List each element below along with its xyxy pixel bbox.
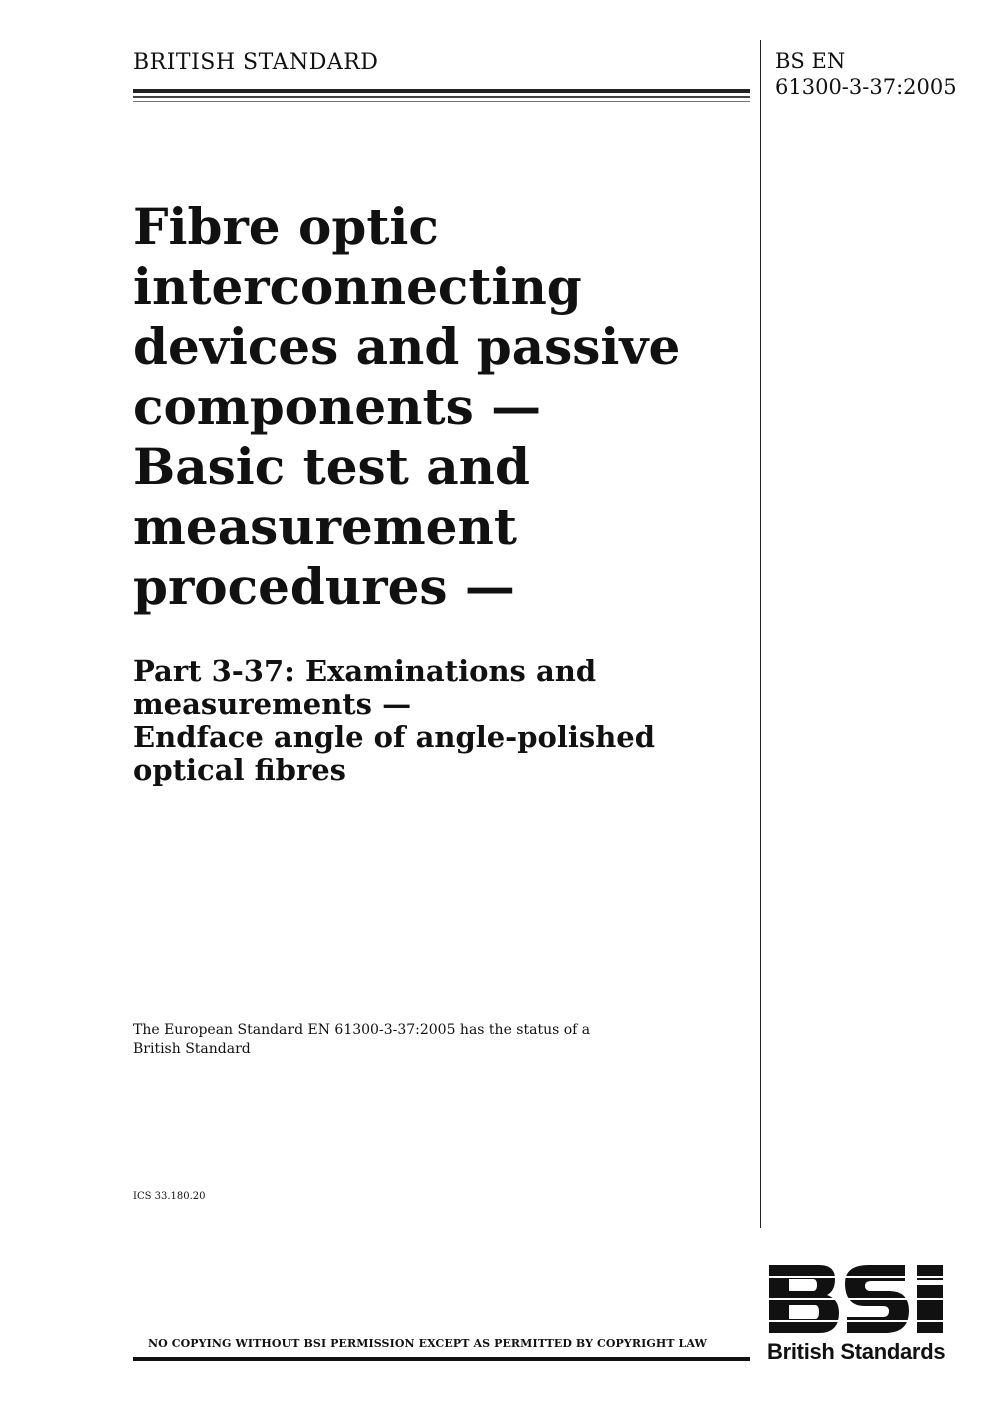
ics-code: ICS 33.180.20: [133, 1191, 206, 1202]
title-line: devices and passive: [133, 317, 681, 376]
bsi-logo: [765, 1261, 950, 1371]
title-line: Basic test and: [133, 437, 530, 496]
status-note-line: The European Standard EN 61300-3-37:2005 has the status of a: [133, 1022, 591, 1038]
part-line: measurements —: [133, 687, 412, 721]
part-subtitle: [133, 655, 753, 787]
standard-number: [775, 48, 957, 100]
header-rule-thin: [133, 101, 750, 102]
main-title: [133, 197, 753, 617]
part-line: optical fibres: [133, 753, 347, 787]
bsi-logo-icon: [765, 1261, 950, 1339]
copyright-notice: NO COPYING WITHOUT BSI PERMISSION EXCEPT AS PERMITTED BY COPYRIGHT LAW: [148, 1337, 707, 1350]
part-line: Part 3-37: Examinations and: [133, 654, 597, 688]
status-note-line: British Standard: [133, 1041, 251, 1057]
header-rule-thick: [133, 89, 750, 93]
standard-number-prefix: BS EN: [775, 49, 846, 73]
status-note: [133, 1021, 590, 1059]
title-line: interconnecting: [133, 257, 582, 316]
bsi-logo-caption: British Standards: [767, 1339, 946, 1364]
title-line: components —: [133, 377, 542, 436]
standard-number-code: 61300-3-37:2005: [775, 75, 957, 99]
footer-rule: [133, 1357, 750, 1361]
header-rule-medium: [133, 96, 750, 98]
title-line: procedures —: [133, 557, 515, 616]
vertical-divider: [760, 40, 761, 1228]
document-type-label: BRITISH STANDARD: [133, 50, 379, 75]
part-line: Endface angle of angle-polished: [133, 720, 656, 754]
title-line: Fibre optic: [133, 197, 439, 256]
title-line: measurement: [133, 497, 517, 556]
